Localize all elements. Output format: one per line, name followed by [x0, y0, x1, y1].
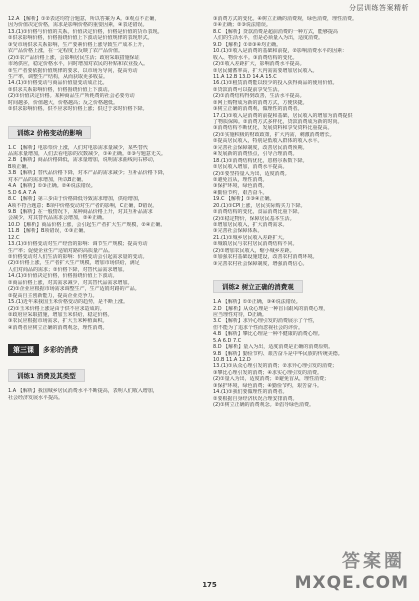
answer-line: ④消费者应树立正确的消费观念，理性消费。 — [8, 324, 108, 331]
answer-line: 21.(1)①城乡居民收入差距扩大。 — [213, 234, 288, 241]
answer-line: (2)①玉米价格上涨是由于供不应求造成的。 — [8, 305, 105, 312]
answer-line: (2)①收入差距扩大，影响消费水平提高。 — [213, 61, 305, 68]
answer-line: 18.(1)①消费结构优化，恩格尔系数下降。 — [213, 157, 308, 164]
answer-line: A项不符合题意；B项中价格变动对生产者的影响，C正确，D错误。 — [8, 202, 158, 209]
answer-line: ③消费结构不断优化，发展资料和享受资料比重提高。 — [213, 125, 333, 132]
answer-line: 13.(1)①价格与价值的关系。价值决定价格，价格是价值的货币表现。 — [8, 28, 163, 35]
answer-line: ③完善社会保障制度，改善居民消费预期。 — [213, 144, 308, 151]
answer-line: 19.C 【解析】①③④正确。 — [213, 196, 275, 203]
answer-line: ②供求影响价格，价格围绕价值上下波动是价值规律的表现形式。 — [8, 35, 153, 42]
answer-line: 8.D 【解析】量入为出，适度消费是正确的消费原则。 — [213, 344, 334, 351]
left-column — [8, 16, 202, 401]
answer-line: 10.(1)①收入是消费的基础和前提，②影响消费水平的因素： — [213, 48, 348, 55]
answer-line: ②居民储蓄率高，扩大内需需要增加居民收入。 — [213, 67, 318, 74]
answer-line: 11.A 12.B 13.D 14.A 15.C — [213, 73, 277, 80]
answer-line: 时间越多，价值越大，价格越高；反之价格越低。 — [8, 99, 119, 106]
answer-line: 14.(1)①我们要做理性的消费者。 — [213, 389, 288, 396]
answer-line: 8.C 【解析】第三步由于价格降低导致需求增加，供给增加， — [8, 196, 143, 203]
answer-line: 5.A 6.D 7.C — [213, 337, 242, 344]
answer-line: (2)①要坚持量入为出，适度消费。 — [213, 170, 290, 177]
answer-line: 10.B 11.A 12.D — [213, 357, 251, 363]
answer-line: 3.C 【解析】求异心理引发的消费展示了个性， — [213, 318, 318, 325]
answer-line: 13.(1)①价格变动对生产经营的影响：调节生产规模；提高劳动 — [8, 241, 148, 248]
answer-line: 人们的生活水平，但是必须量入为出，适度消费。 — [213, 35, 324, 42]
answer-line: 20.(1)①CPI上涨，居民实际购买力下降。 — [213, 202, 306, 209]
answer-line: 农产品价格上涨，在一定程度上反映了农产品价值。 — [8, 48, 124, 55]
answer-line: 14.(1)①价值决定价格，价格围绕价值上下波动。 — [8, 273, 118, 280]
answer-line: ②城镇居民与农村居民消费结构不同。 — [213, 241, 298, 248]
answer-line: 1.A 【解析】①②正确，③④说法错误。 — [213, 299, 301, 306]
answer-line: 品需求量增加，人们去看电影的次数减少，①④正确。②③与题意无关。 — [8, 151, 166, 157]
answer-line: (2)①稳定物价，保障居民基本生活。 — [213, 215, 295, 222]
answer-line: ③完善农村社会保障制度，增强消费信心。 — [213, 260, 308, 267]
answer-line: (2)①量入为出，适度消费；②避免盲从，理性消费； — [213, 376, 330, 383]
answer-line: 人们对商品的需求；②价格下降，对替代品需求增加。 — [8, 266, 128, 273]
watermark-bottom-text: MXQE.COM — [294, 573, 409, 593]
answer-line: ②供求影响价格。供不应求时价格上涨；供过于求时价格下降。 — [8, 106, 148, 113]
answer-line: 但不能为了追求个性而忽视社会的评价。 — [213, 324, 304, 331]
answers-block-5 — [213, 299, 407, 408]
answer-line: ④发展新的消费热点，引导合理消费。 — [213, 151, 298, 158]
answer-line: ②要根据自身经济状况合理安排消费。 — [213, 395, 298, 402]
answer-line: ②生产者要依据价值规律的要求，以市场为导向，提高劳动 — [8, 67, 138, 74]
answer-line: ③保护环境，绿色消费。 — [213, 183, 268, 190]
answer-line: ②避免盲从，理性消费。 — [213, 176, 268, 183]
answer-line: 4.A 【解析】①③正确。②④说法错误。 — [8, 183, 96, 190]
answer-line: ②政府应采取措施，增加玉米供给，稳定价格。 — [8, 311, 113, 318]
answer-line: 社会经济发展水平提高。 — [8, 394, 64, 401]
lesson-title: 多彩的消费 — [43, 346, 78, 355]
answer-line: 3.B 【解析】替代品价格下降，对本产品的需求减少；互补品价格下降， — [8, 170, 168, 177]
answer-line: 9.B 【解析】在一般情况下，某种商品价格上升，对其互补品需求 — [8, 208, 153, 215]
answer-line: ②增加居民收入，扩大消费需求。 — [213, 222, 288, 228]
section-heading-consumption-view: 训练2 树立正确的消费观 — [213, 272, 407, 295]
answer-line: 对本产品的需求增加，所以B正确。 — [8, 176, 87, 183]
answer-line: ③农民应根据市场需求，扩大玉米种植面积。 — [8, 318, 108, 325]
answer-line: ②居民收入增加，消费水平提高。 — [213, 164, 288, 171]
page-number: 175 — [202, 581, 217, 589]
answer-line: (2)①增加农民收入，缩小城乡差距。 — [213, 247, 295, 254]
answers-block-2 — [8, 145, 202, 332]
section-heading-consumption-types: 训练1 消费及其类型 — [8, 361, 202, 384]
answer-line: 4.B 【解析】攀比心理是一种不健康的消费心理。 — [213, 331, 323, 338]
answer-line: 12.C — [8, 234, 20, 241]
answer-line: 收入、物价水平。③消费结构的变化。 — [213, 54, 298, 61]
answers-block-1 — [8, 16, 202, 113]
answer-line: ④勤俭节约，艰苦奋斗。 — [213, 189, 268, 196]
answer-line: 14.(1)①价格变动与商品价值量变动成正比。 — [8, 80, 108, 87]
answer-line: 生产率，调整生产结构，从而获取更多收益。 — [8, 73, 109, 80]
answer-line: 市场供应，稳定价格水平，同时增加对农民的补贴和农业投入。 — [8, 61, 149, 68]
answer-line: ②价格变动对人们生活的影响：价格变动会引起需求量的变动。 — [8, 254, 148, 260]
answer-line: 17.(1)①收入是消费的前提和基础，居民收入的增加为消费提供 — [213, 112, 353, 119]
answer-line: ②贷款消费可以提前享受生活。 — [213, 86, 283, 93]
answer-line: B项正确。 — [8, 163, 32, 170]
answer-line: 15.(1)近年来我国玉米价格变动的趋势，是不断上涨。 — [8, 299, 129, 306]
answer-line: 会减少，对其替代品需求会增加，②④正确。 — [8, 215, 107, 222]
answer-line: (2)①树立正确的消费观念。②倡导绿色消费。 — [213, 402, 315, 409]
answer-line: ②消费结构的变化，食品消费比重下降。 — [213, 209, 303, 216]
answer-line: (2)①价值决定价格。某种商品生产所耗费的社会必要劳动 — [8, 93, 135, 100]
section-heading-price-effects: 训练2 价格变动的影响 — [8, 118, 202, 141]
answer-line: ②商品价格上涨，对其需求减少，对其替代品需求增加。 — [8, 279, 133, 286]
answer-line: (2)①实施积极的财政政策，扩大内需，刺激消费增长。 — [213, 131, 335, 138]
answer-line: 9.D 【解析】①②③④均正确。 — [213, 41, 282, 48]
answer-line: ③树立正确的消费观，做理性的消费者。 — [213, 106, 303, 113]
answer-line: ③受市场供求关系影响，生产要素价格上涨导致生产成本上升， — [8, 41, 148, 48]
answer-line: 2.B 【解析】商品价格降低，需求量增加，说明需求曲线向右移动， — [8, 157, 158, 164]
answer-line: 8.C 【解析】贷款消费是超前消费的一种方式，能够提高 — [213, 28, 338, 35]
answer-line: 应当理性对待，D正确。 — [213, 311, 267, 318]
answer-line: (2)①农产品价格上涨，会影响居民生活；政府采取措施保证 — [8, 54, 140, 61]
running-header: 分层训练答案精析 — [349, 4, 409, 12]
answer-line: 16.(1)①租赁消费能以较少的投入获得商品的使用价值。 — [213, 80, 338, 87]
answer-line: ③攀比心理引发的消费；④求实心理引发的消费。 — [213, 369, 322, 376]
answer-line: (2)①企业应根据市场需求调整生产，生产适销对路的产品。 — [8, 286, 140, 293]
lesson-heading — [8, 337, 202, 356]
watermark-top-text: 答案圈 — [342, 551, 405, 572]
answer-line: 13.(1)①从众心理引发的消费；②求异心理引发的消费； — [213, 363, 338, 370]
answer-line: 5.D 6.A 7.A — [8, 189, 37, 196]
answer-line: (2)①价格上涨，生产者扩大生产规模，增加市场供给，满足 — [8, 260, 140, 267]
answer-line: 因为价值决定价格，需求是影响价格的重要因素，④表述错误。 — [8, 22, 148, 29]
answer-line: 1.A 【解析】我国城乡居民消费水平不断提高，表明人们收入增加， — [8, 388, 158, 395]
answer-line: 1.C 【解析】电影票价上涨，人们对电影需求量减少，某些替代 — [8, 144, 148, 151]
answer-line: ②提高居民收入，特别是低收入群体的收入水平。 — [213, 138, 323, 145]
answers-block-3 — [8, 388, 202, 401]
answer-line: ②加强农村基础设施建设，改善农村消费环境。 — [213, 254, 318, 261]
answer-line: ②供求关系影响价格，价格围绕价值上下波动。 — [8, 86, 113, 93]
answer-line: 11.B 【解析】B项错误，①③正确。 — [8, 228, 89, 235]
right-column — [213, 16, 407, 409]
answer-line: ③消费方式的变化。④树立正确的消费观，绿色消费，理性消费。 — [213, 16, 357, 22]
answer-line: 10.D 【解析】商品价格上涨，会引起生产者扩大生产规模，②④正确。 — [8, 221, 166, 228]
answer-line: ②提高自主创新能力，提高企业竞争力。 — [8, 292, 98, 299]
answer-line: 9.B 【解析】勤俭节约、艰苦奋斗是中华民族的传统美德。 — [213, 350, 343, 357]
answers-block-4 — [213, 16, 407, 267]
answer-line: ③完善社会保障体系。 — [213, 228, 263, 235]
answer-line: 2.D 【解析】从众心理是一种盲目跟风的消费心理， — [213, 305, 329, 312]
lesson-tag: 第三课 — [8, 344, 39, 356]
answer-line: 了物质保障。②消费方式多样化，贷款消费成为新的时尚。 — [213, 119, 343, 125]
answer-line: ①④正确；②③说法错误。 — [213, 22, 271, 29]
answer-line: ③保护环境，绿色消费；④勤俭节约，艰苦奋斗。 — [213, 382, 322, 389]
answer-line: (2)①消费结构得到改善，生活水平提高。 — [213, 93, 305, 100]
answer-line: 生产率；促使企业生产适销对路的高质量产品。 — [8, 247, 114, 254]
answer-line: 12.A 【解析】①②表述均符合题意，所以答案为 A。③观点不正确， — [8, 16, 160, 22]
answer-line: ②网上购物成为新的消费方式，方便快捷。 — [213, 99, 308, 106]
